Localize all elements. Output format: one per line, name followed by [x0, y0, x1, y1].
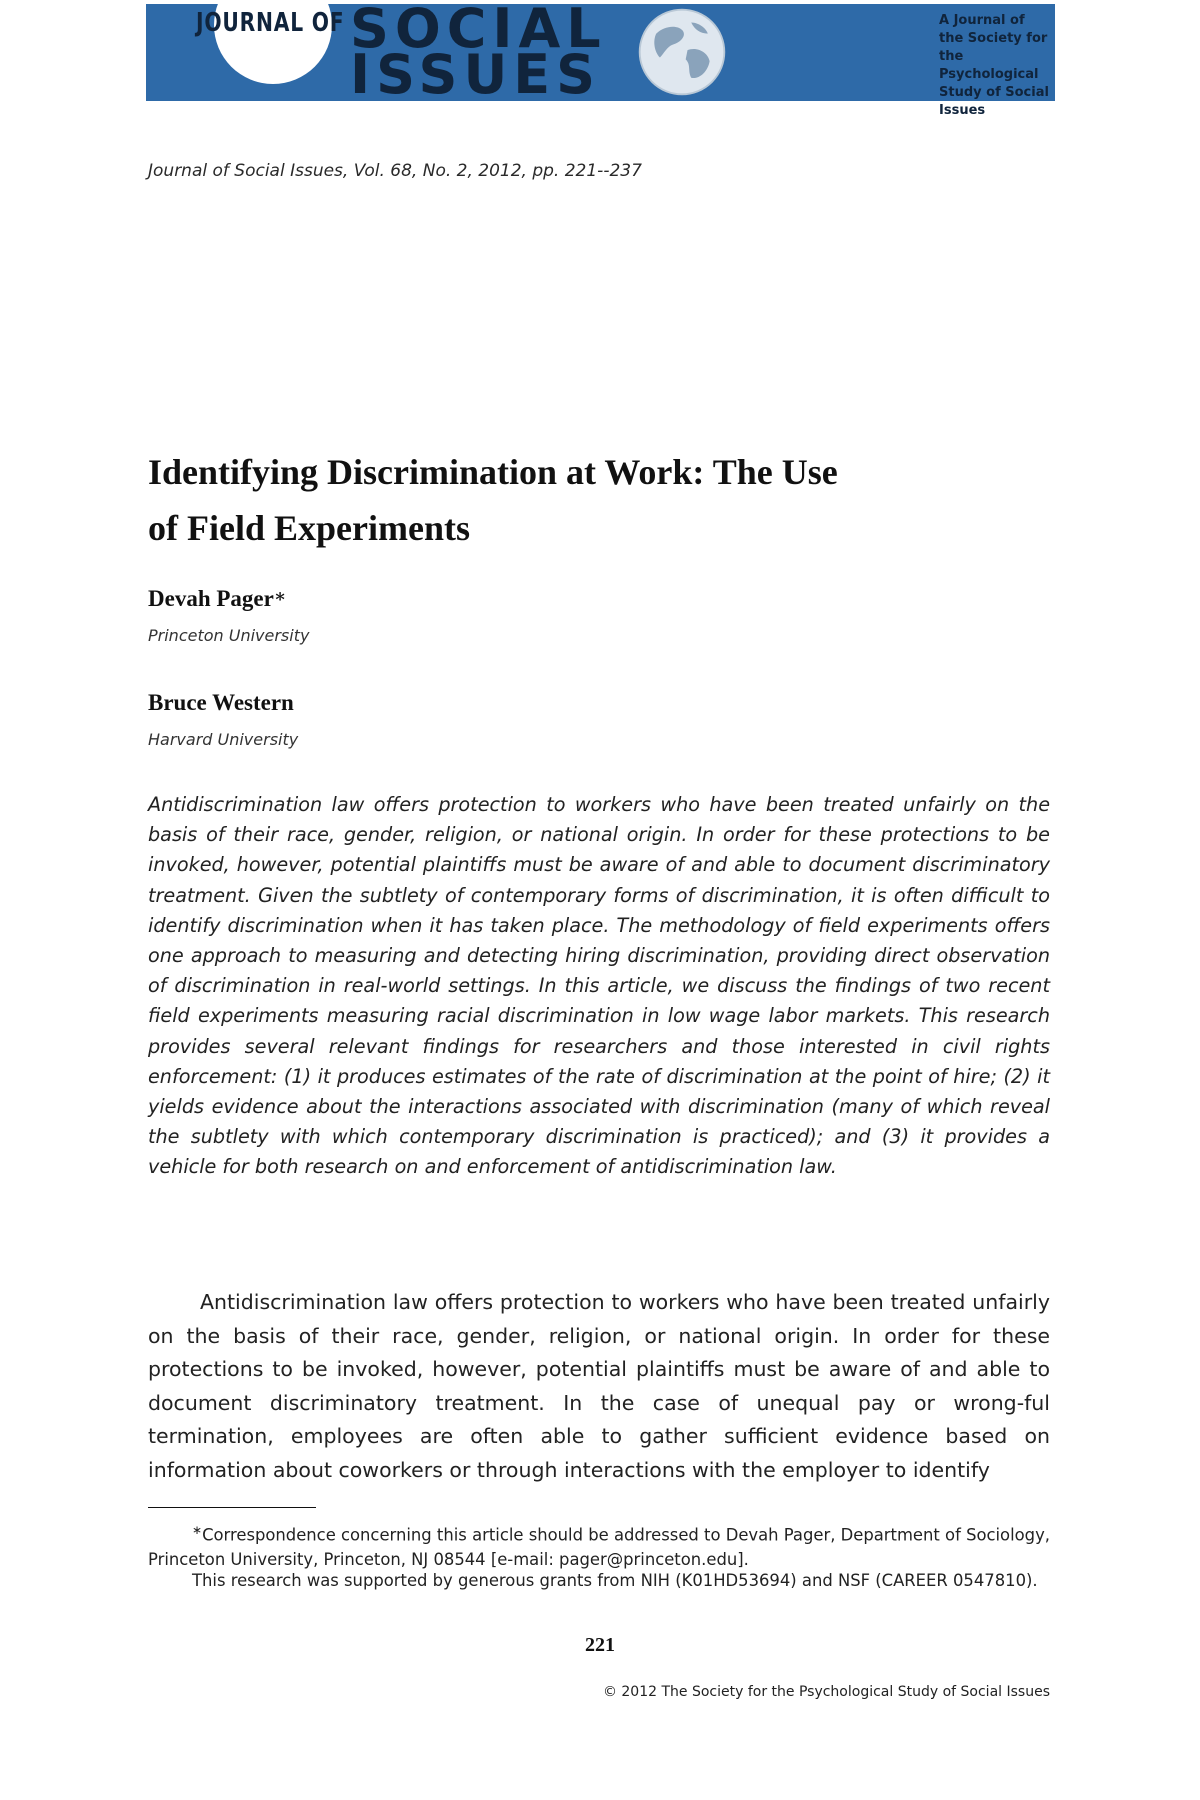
footnote-correspondence [148, 1518, 1050, 1572]
footnote-marker: ∗ [192, 1523, 203, 1537]
author-name-1-text: Devah Pager [148, 586, 274, 611]
page-number: 221 [585, 1634, 615, 1656]
footnote-rule [148, 1507, 316, 1508]
globe-icon [636, 6, 728, 98]
banner-journal-of: JOURNAL OF [196, 8, 345, 38]
body-paragraph: Antidiscrimination law offers protection to workers who have been treated unfairly on the basis of their race, gender, religion, or national origin. In order for these protections to be invoked, however, potential plaintiffs must be aware of and able to document discriminatory treatment. In the case of unequal pay or wrong-ful termination, employees are often able to gather sufficient evidence based on information about coworkers or through interactions with the employer to identify [148, 1290, 1050, 1482]
banner-social: SOCIAL [350, 0, 607, 60]
author-affiliation-1: Princeton University [148, 626, 310, 645]
abstract: Antidiscrimination law offers protection to workers who have been treated unfairly on the basis of their race, gender, religion, or national origin. In order for these protections to be invoked, however, potential plaintiffs must be aware of and able to document discriminatory treatment. Given the subtlety of contemporary forms of discrimination, it is often difficult to identify discrimination when it has taken place. The methodology of field experiments offers one approach to measuring and detecting hiring discrimination, providing direct observation of discrimination in real-world settings. In this article, we discuss the findings of two recent field experiments measuring racial discrimination in low wage labor markets. This research provides several relevant findings for researchers and those interested in civil rights enforcement: (1) it produces estimates of the rate of discrimination at the point of hire; (2) it yields evidence about the interactions associated with discrimination (many of which reveal the subtlety with which contemporary discrimination is practiced); and (3) it provides a vehicle for both research on and enforcement of antidiscrimination law. [148, 793, 1050, 1179]
citation-line: Journal of Social Issues, Vol. 68, No. 2, 2012, pp. 221--237 [148, 161, 642, 181]
banner-issues: ISSUES [350, 43, 602, 106]
footnote-funding: This research was supported by generous grants from NIH (K01HD53694) and NSF (CAREER 0547810). [192, 1571, 1038, 1590]
banner-tagline: A Journal of the Society for the Psychological Study of Social Issues [939, 13, 1049, 118]
author-affiliation-2: Harvard University [148, 730, 299, 749]
author-name-1 [148, 586, 286, 612]
author-name-2-text: Bruce Western [148, 690, 294, 715]
footnote-correspondence-text: Correspondence concerning this article should be addressed to Devah Pager, Department of Sociology, Princeton University, Princeton, NJ 08544 [e-mail: pager@princeton.edu]. [148, 1525, 1050, 1570]
article-title-line-2: of Field Experiments [148, 508, 470, 548]
article-title [148, 444, 948, 556]
article-title-line-1: Identifying Discrimination at Work: The Use [148, 452, 838, 492]
author-name-2 [148, 690, 294, 716]
copyright-notice: © 2012 The Society for the Psychological Study of Social Issues [602, 1684, 1050, 1700]
author-footnote-marker: ∗ [273, 586, 287, 606]
journal-banner [146, 0, 1055, 118]
